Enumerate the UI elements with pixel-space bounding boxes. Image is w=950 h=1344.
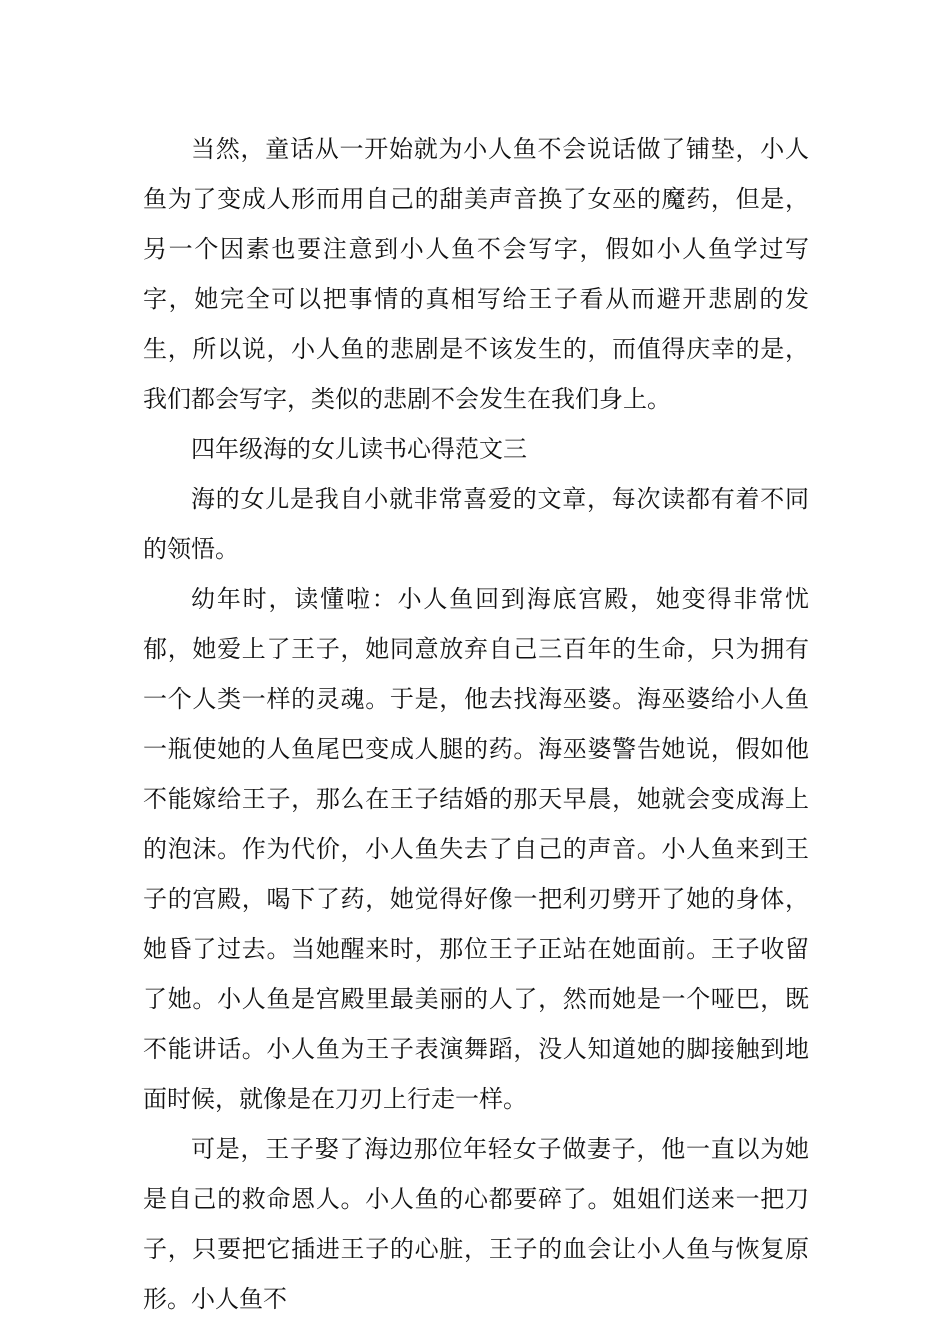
section-heading: 四年级海的女儿读书心得范文三 (191, 435, 527, 463)
paragraph-4: 可是，王子娶了海边那位年轻女子做妻子，他一直以为她是自己的救命恩人。小人鱼的心都要碎了。姐姐们送来一把刀子，只要把它插进王子的心脏，王子的血会让小人鱼与恢复原形。小人鱼不 (143, 1135, 809, 1313)
document-body (143, 124, 809, 1324)
paragraph-2: 海的女儿是我自小就非常喜爱的文章，每次读都有着不同的领悟。 (143, 485, 809, 563)
paragraph-1: 当然，童话从一开始就为小人鱼不会说话做了铺垫，小人鱼为了变成人形而用自己的甜美声音换了女巫的魔药，但是，另一个因素也要注意到小人鱼不会写字，假如小人鱼学过写字，她完全可以把事情的真相写给王子看从而避开悲剧的发生，所以说，小人鱼的悲剧是不该发生的，而值得庆幸的是，我们都会写字，类似的悲剧不会发生在我们身上。 (143, 135, 809, 413)
paragraph-3: 幼年时，读懂啦：小人鱼回到海底宫殿，她变得非常忧郁，她爱上了王子，她同意放弃自己三百年的生命，只为拥有一个人类一样的灵魂。于是，他去找海巫婆。海巫婆给小人鱼一瓶使她的人鱼尾巴变成人腿的药。海巫婆警告她说，假如他不能嫁给王子，那么在王子结婚的那天早晨，她就会变成海上的泡沫。作为代价，小人鱼失去了自己的声音。小人鱼来到王子的宫殿，喝下了药，她觉得好像一把利刃劈开了她的身体，她昏了过去。当她醒来时，那位王子正站在她面前。王子收留了她。小人鱼是宫殿里最美丽的人了，然而她是一个哑巴，既不能讲话。小人鱼为王子表演舞蹈，没人知道她的脚接触到地面时候，就像是在刀刃上行走一样。 (143, 585, 809, 1113)
